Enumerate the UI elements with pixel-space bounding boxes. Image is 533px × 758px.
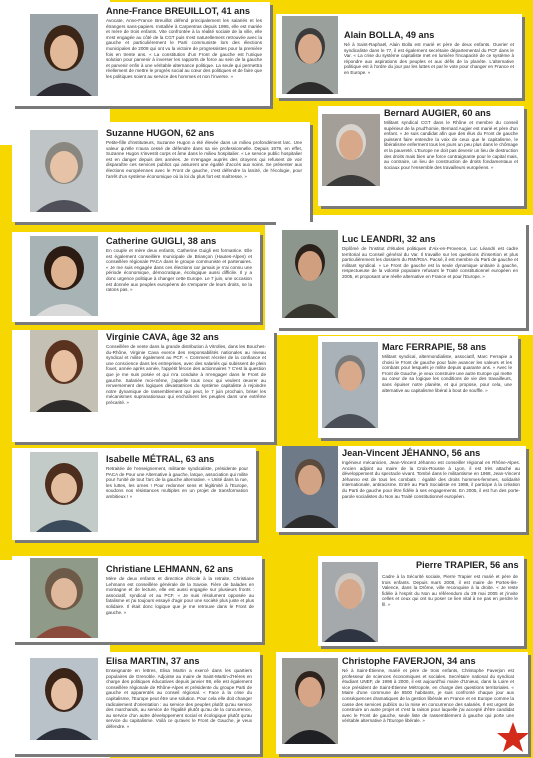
candidate-name: Anne-France BREUILLOT, 41 ans (106, 6, 250, 16)
candidate-name: Alain BOLLA, 49 ans (344, 30, 435, 40)
candidate-bio: Conseillère de vente dans la grande distribution à Vitrolles, dans les Bouches-du-Rhône, Virginie Cava exerce des responsabilités nationales au niveau syndical et milite également au PCF. « Comment récréer de la confiance et une conscience dans les entreprises, avec des salariés qui subissent de plein fouet, année après année, l'appétit féroce des actionnaires ? C'est la question que je me suis posée et qui m'a conduite à m'engager dans le Front de gauche. Salariée moi-même, j'appelle tous ceux qui veulent œuvrer au renversement des logiques dévastatrices du système capitaliste à rejoindre notre dynamique de rassemblement qui peut, le 7 juin prochain, briser les mécanismes supranationaux qui enchaînent les peuples dans une extrême précarité. » (106, 344, 266, 405)
candidate-bio: Né à Saint-Étienne, marié et père de trois enfants, Christophe Faverjon est professeur de sciences économiques et sociales. Secrétaire national du syndicat étudiant UNEF, de 1996 à 2000, il est aujourd'hui maire d'Unieux, dans la Loire et vice président de Saint-Étienne Métropole, en charge des questions territoriales. « Maire d'une commune de 8500 habitants, je suis confronté chaque jour aux conséquences dramatiques de la gestion libérale en France et en Europe comme la casse des services publics ou la mise en concurrence des salariés. Il est urgent de construire un autre projet et c'est la raison pour laquelle j'ai accepté d'être candidat avec le Front de gauche, seule liste de rassemblement à gauche qui porte une véritable alternative à l'Europe libérale. » (342, 668, 514, 724)
candidate-name: Jean-Vincent JÉHANNO, 56 ans (342, 448, 481, 458)
candidate-photo (282, 658, 338, 744)
candidate-photo (30, 452, 98, 532)
candidate-photo (322, 342, 378, 428)
candidate-bio: Petite-fille d'instituteurs, Suzanne Hugon a été élevée dans un milieu profondément laïc. Une valeur qu'elle n'aura cessé de défendre dans sa vie professionnelle. Depuis 1979, en effet, Suzanne Hugon s'investit corps et âme dans le milieu hospitalier. « Le service public hospitalier est en danger depuis des années. Je m'engage auprès des citoyens qui refusent de voir disparaître ces services publics qui assurent une égalité d'accès aux soins. Se présenter aux élections européennes avec le Front de gauche, c'est défendre la laïcité, de l'écologie, pour l'arrêt d'un système économique où la loi du plus fort est maîtresse. » (106, 140, 302, 179)
candidate-name: Christophe FAVERJON, 34 ans (342, 656, 476, 666)
candidate-card-christophe-faverjon (276, 652, 528, 754)
candidate-card-catherine-guigli (12, 232, 260, 322)
candidate-card-elisa-martin (12, 652, 260, 754)
candidate-photo (30, 236, 98, 316)
candidate-name: Catherine GUIGLI, 38 ans (106, 236, 217, 246)
candidate-bio: Militant syndical, altermondialiste, associatif, Marc Ferrapie a choisi le Front de gauche pour faire avancer les valeurs et les combats pour lesquels je milite depuis quarante ans. « Avec le Front de Gauche, je veux construire une autre Europe qui mette au cœur de sa logique les conditions de vie des travailleurs, sans épuiser notre planète, et qui propose, pour cela, une alternative au capitalisme libéral à bout de souffle. » (382, 354, 512, 393)
candidate-card-jean-vincent-jehanno (276, 446, 526, 532)
candidate-card-pierre-trapier (318, 556, 524, 646)
candidate-bio: Militant syndical CGT dans le Rhône et membre du conseil supérieur de la prud'homie, Bernard Augier est marié et père d'un enfant. « Je suis candidat afin que des élus du Front de gauche puissent faire entendre la voix de ceux que le capitalisme, le libéralisme enferment tous les jours un peu plus dans le chômage et la pauvreté. L'Europe ne doit pas devenir un lieu de destruction des droits mais bien une force contraignante pour le capital mais, au contraire, un lieu de construction de droits fondamentaux et sociaux pour l'ensemble des travailleurs européens. » (384, 120, 518, 170)
candidate-name: Suzanne HUGON, 62 ans (106, 128, 215, 138)
candidate-card-alain-bolla (276, 14, 522, 98)
candidate-card-isabelle-metral (12, 448, 256, 540)
candidate-card-anne-france-breuillot (12, 2, 270, 106)
candidate-bio: Enseignante en lettres, Elisa Martin a exercé dans les quartiers populaires de Grenoble. Adjointe au maire de Saint-Martin-d'Hères en charge des politiques éducatives depuis janvier 98, elle est également conseillère régionale de Rhône-Alpes et présidente du groupe Parti de gauche et apparentés au conseil régional. « Face à la crise du capitalisme, l'Europe peut être une solution. Pour cela elle doit changer radicalement d'orientation : au service des peuples plutôt qu'au service des marchands, au service de l'égalité plutôt qu'au de la concurrence, au service d'un autre développement social et écologique plutôt qu'au service du capitalisme. Voilà ce qu'avec le Front de Gauche, je veux défendre. » (106, 668, 252, 729)
candidate-photo (282, 230, 338, 318)
candidate-name: Isabelle MÉTRAL, 63 ans (106, 454, 215, 464)
candidate-name: Pierre TRAPIER, 56 ans (416, 560, 519, 570)
candidate-bio: Diplômé de l'Institut d'études politiques d'Aix-en-Provence, Luc Léandri est cadre territorial au Conseil général du Var. Il travaille sur les questions d'insertion et plus particulièrement les dossiers du RMI/RSA. Pacsé, il est membre du Parti de gauche et militant syndical. « Le Front de gauche est la seule dynamique unitaire à gauche, respectueuse de la volonté populaire refusant le Traité constitutionnel européen en 2005, et proposant une réelle alternative en France et pour l'Europe. » (342, 246, 518, 279)
candidate-card-marc-ferrapie (318, 336, 518, 438)
candidate-photo (30, 558, 98, 638)
candidate-photo (322, 562, 378, 642)
candidate-card-virginie-cava (12, 330, 274, 442)
candidate-photo (30, 14, 98, 96)
candidate-photo (282, 16, 338, 94)
candidate-card-luc-leandri (276, 222, 526, 328)
candidate-name: Luc LEANDRI, 32 ans (342, 234, 436, 244)
candidate-bio: En couple et mère deux enfants, Catherine Guigli est formatrice. Elle est également conseillère municipale de Briançon (Hautes-Alpes) et conseillère régionale PACA dans le groupe communiste et partenaires. « Je me suis engagée dans ces élections car jamais je n'ai connu une période économique, démocratique, écologique aussi difficile. Il y a donc urgence politique à changer cette Europe. Le 7 juin, une occasion est donnée aux peuples européens de s'emparer de leurs droits, ne la ratons pas. » (106, 248, 252, 293)
candidate-bio: Retraitée de l'enseignement, militante syndicaliste, présidente pour PACA de Pour une Alternative à gauche, laïque, association qui milite pour l'unité de tout l'arc de la gauche alternative. « Unité dans la rue, les luttes, les urnes ! Pour redonner sens et légitimité à l'Europe, soudons nos résistances multiples en un projet de transformation ambitieux ! » (106, 466, 248, 499)
candidate-name: Elisa MARTIN, 37 ans (106, 656, 200, 666)
candidate-bio: Né à Saint-Raphaël, Alain Bolla est marié et père de deux enfants. Ouvrier et syndicaliste dans le 77, il est également secrétaire départemental du PCF dans le Var. « La crise du système capitaliste met en lumière l'incapacité de ce système à répondre aux aspirations des peuples et aux défis de la planète. L'alternative politique est à l'ordre du jour par les luttes et par le vote pour changer en France et en Europe. » (344, 42, 514, 75)
candidate-bio: Ingénieur mécanicien, Jean-Vincent Jéhanno est conseiller régional en Rhône-Alpes. Ancien adjoint au maire de la Croix-Rousse à Lyon, il est très attaché au développement du spectacle vivant. Tombé dans le militantisme en 1968, Jean-Vincent Jéhanno est de tous les combats : égalité des droits hommes-femmes, solidarité internationale, antiracisme. Entré au Parti Socialiste en 1988, il participe à la création du Parti de gauche pour être fidèle à ses engagements. En 2005, il est l'un des porte-parole socialistes du Non au Traité constitutionnel européen. (342, 460, 520, 499)
candidate-bio: Avocate, Anne-France Breuillot défend principalement les salariés et les étrangers sans-papiers. Installée à Carpentras depuis 1995, elle est mariée et mère de trois enfants. Vite confrontée à la réalité sociale de la ville, elle s'est engagée au côté de la CGT puis s'est naturellement retrouvée avec la gauche et particulièrement le Parti communiste lors des élections municipales de 2008 qui ont vu la victoire de progressistes pour la première fois en trente ans. « La constitution d'un Front de gauche est l'unique solution pour parvenir à inverser les rapports de force au sein de la gauche et parvenir enfin à une véritable alternance politique. La seule qui permettra réellement de mettre le progrès social au cœur des politiques et de faire que les politiques soient au service des hommes et non l'inverse. » (106, 18, 262, 79)
star-icon (496, 721, 530, 755)
candidate-photo (30, 130, 98, 212)
candidate-card-christiane-lehmann (12, 556, 262, 642)
candidate-bio: Mère de deux enfants et directrice d'école à la retraite, Christiane Lehmann est conseillère générale de la Savoie. Fière de balades en montagne et de lecture, elle est aussi engagée sur plusieurs fronts : associatif, syndical et au PCF. « Je suis résolument opposée au fatalisme et j'ai toujours essayé d'agir pour une société plus juste et plus solidaire. Il était donc logique que je me retrouve dans le Front de gauche. » (106, 576, 254, 615)
candidate-card-bernard-augier (318, 106, 524, 206)
candidate-photo (30, 658, 98, 740)
candidate-bio: Cadre à la Sécurité sociale, Pierre Trapier est marié et père de trois enfants. Depuis mars 2008, il est maire de Portes-lès-Valence, dans la Drôme, ville reconquise à la droite. « Je reste fidèle à l'esprit du Non au référendum du 29 mai 2005 et j'invite celles et ceux qui ont su poser ce lien vital à ne pas en perdre le fil. » (382, 574, 518, 607)
candidate-photo (322, 114, 380, 186)
candidate-photo (282, 446, 338, 528)
candidate-name: Bernard AUGIER, 60 ans (384, 108, 491, 118)
candidate-name: Marc FERRAPIE, 58 ans (382, 342, 487, 352)
candidate-name: Christiane LEHMANN, 62 ans (106, 564, 234, 574)
candidate-card-suzanne-hugon (12, 122, 310, 222)
candidate-name: Virginie CAVA, âge 32 ans (106, 332, 219, 342)
candidate-photo (30, 330, 98, 412)
